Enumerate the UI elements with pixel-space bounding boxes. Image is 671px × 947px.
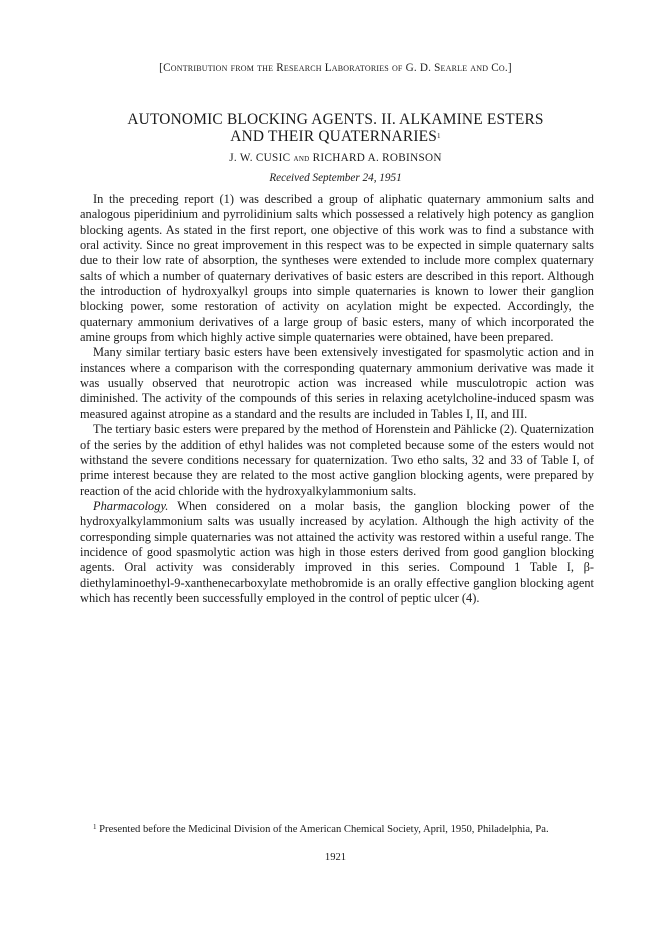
title-footnote-mark: 1 xyxy=(437,132,441,140)
footnote-text: Presented before the Medicinal Division of the American Chemical Society, April, 1950, Philadelphia, Pa. xyxy=(96,824,549,835)
article-body xyxy=(80,192,594,606)
title-line-2 xyxy=(0,128,671,145)
article-title xyxy=(0,111,671,145)
paragraph-4-text: When considered on a molar basis, the ganglion blocking power of the hydroxyalkylammonium salts was usually increased by acylation. Although the high activity of the corresponding simple quaternaries was not attained the activity was restored within a useful range. The incidence of good spasmolytic action was high in those esters derived from good ganglion blocking agents. Oral activity was considerably improved in this series. Compound 1 Table I, β-diethylaminoethyl-9-xanthenecarboxylate methobromide is an orally effective ganglion blocking agent which has recently been successfully employed in the control of peptic ulcer (4). xyxy=(80,498,594,605)
received-date: Received September 24, 1951 xyxy=(269,172,402,184)
title-line-1: AUTONOMIC BLOCKING AGENTS. II. ALKAMINE ESTERS xyxy=(127,111,544,128)
title-line-2-text: AND THEIR QUATERNARIES xyxy=(230,128,438,145)
author-2: RICHARD A. ROBINSON xyxy=(312,152,442,164)
footnote-mark: 1 xyxy=(93,823,97,831)
authors-and: and xyxy=(293,153,310,164)
footnote-1 xyxy=(80,821,594,837)
paragraph-2: Many similar tertiary basic esters have been extensively investigated for spasmolytic action and in instances where a comparison with the corresponding quaternary ammonium derivative was made it was usually observed that neurotropic action was increased while musculotropic action was diminished. The activity of the compounds of this series in relaxing acetylcholine-induced spasm was measured against atropine as a standard and the results are included in Tables I, II, and III. xyxy=(80,345,594,421)
contribution-header: [Contribution from the Research Laboratories of G. D. Searle and Co.] xyxy=(159,62,512,74)
page-number: 1921 xyxy=(324,852,347,863)
paragraph-4 xyxy=(80,499,594,606)
authors xyxy=(0,152,671,164)
paragraph-1: In the preceding report (1) was described a group of aliphatic quaternary ammonium salts and analogous piperidinium and pyrrolidinium salts which possessed a relatively high potency as ganglion blocking agents. As stated in the first report, one objective of this work was to find a substance with oral activity. Since no great improvement in this respect was to be expected in simple quaternary salts due to their low rate of absorption, the syntheses were extended to include more complex quaternary salts of which a number of quaternary derivatives of basic esters are described in this report. Although the introduction of hydroxyalkyl groups into simple quaternaries is known to lower their ganglion blocking power, some restoration of activity on acylation might be expected. Accordingly, the quaternary ammonium derivatives of a large group of basic esters, many of which incorporated the amine groups from which highly active simple quaternaries were obtained, have been prepared. xyxy=(80,192,594,345)
paragraph-3: The tertiary basic esters were prepared by the method of Horenstein and Pählicke (2). Quaternization of the series by the addition of ethyl halides was not completed because some of the esters would not withstand the severe conditions necessary for quaternization. Two etho salts, 32 and 33 of Table I, of prime interest because they are related to the most active ganglion blocking agents, were prepared by reaction of the acid chloride with the hydroxyalkylammonium salts. xyxy=(80,422,594,498)
author-1: J. W. CUSIC xyxy=(229,152,291,164)
section-lead-pharmacology: Pharmacology. xyxy=(93,498,169,513)
